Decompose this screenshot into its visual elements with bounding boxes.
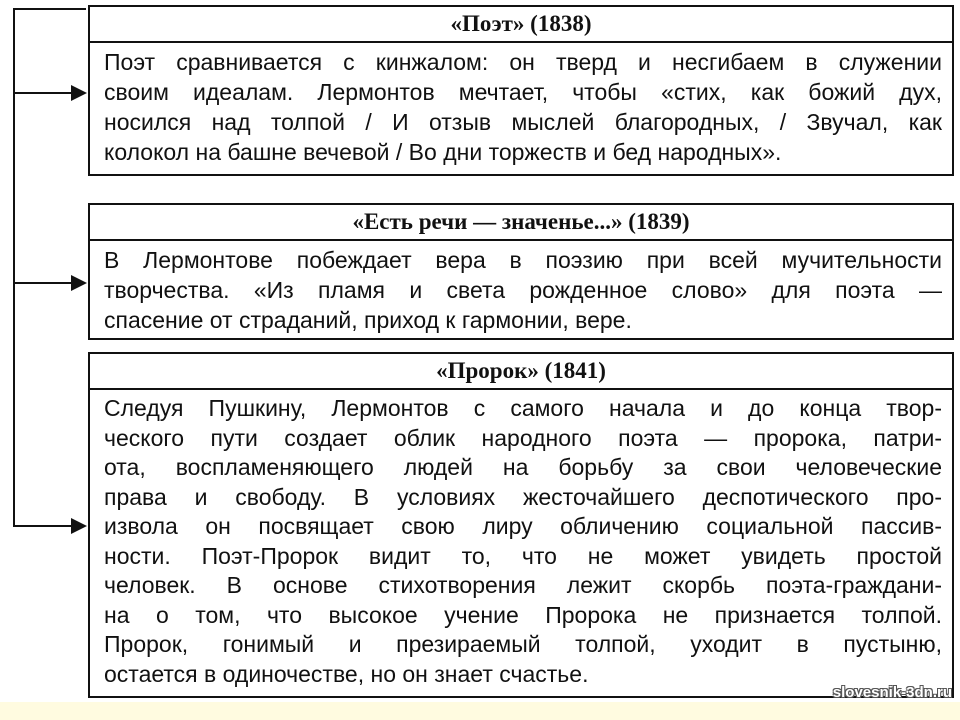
text-line: ческого пути создает облик народного поэта — пророка, патри- [104,424,942,451]
bottom-band [0,702,960,720]
text-line: Пророк, гонимый и презираемый толпой, уходит в пустыню, [104,631,942,657]
site-watermark: slovesnik-3dn.ru [832,684,952,701]
text-line: права и свободу. В условиях жесточайшего деспотического про- [104,483,942,510]
text-line: ности. Поэт-Пророк видит то, что не может увидеть простой [104,542,942,569]
text-line: спасение от страданий, приход к гармонии, вере. [104,307,632,333]
text-line: колокол на башне вечевой / Во дни торжеств и бед народных». [104,139,782,165]
connector-line [13,8,15,526]
text-line: извола он посвящает свою лиру обличению социальной пассив- [104,513,942,539]
block-title: «Пророк» (1841) [90,354,952,390]
text-line: своим идеалам. Лермонтов мечтает, чтобы «стих, как божий дух, [104,79,942,105]
block-poet [88,5,954,176]
text-line: В Лермонтове побеждает вера в поэзию при всей мучительности [104,247,942,273]
text-line: остается в одиночестве, но он знает счастье. [104,660,589,687]
text-line: Следуя Пушкину, Лермонтов с самого начала и до конца твор- [104,395,942,421]
block-est-rechi [88,203,954,340]
text-line: человек. В основе стихотворения лежит скорбь поэта-граждани- [104,572,942,598]
arrow-to-block-3 [13,525,73,527]
block-title: «Поэт» (1838) [90,7,952,43]
text-line: творчества. «Из пламя и света рожденное слово» для поэта — [104,277,942,303]
block-text [90,241,952,341]
text-line: Поэт сравнивается с кинжалом: он тверд и несгибаем в служении [104,49,942,75]
block-text [90,390,952,695]
text-line: на о том, что высокое учение Пророка не признается толпой. [104,601,942,628]
block-title: «Есть речи — значенье...» (1839) [90,205,952,241]
block-prorok [88,352,954,698]
text-line: ота, воспламеняющего людей на борьбу за свои человеческие [104,454,942,480]
arrow-to-block-1 [13,92,73,94]
block-text [90,43,952,173]
arrow-to-block-2 [13,282,73,284]
text-line: носился над толпой / И отзыв мыслей благородных, / Звучал, как [104,109,942,135]
connector-top-tick [13,8,86,10]
